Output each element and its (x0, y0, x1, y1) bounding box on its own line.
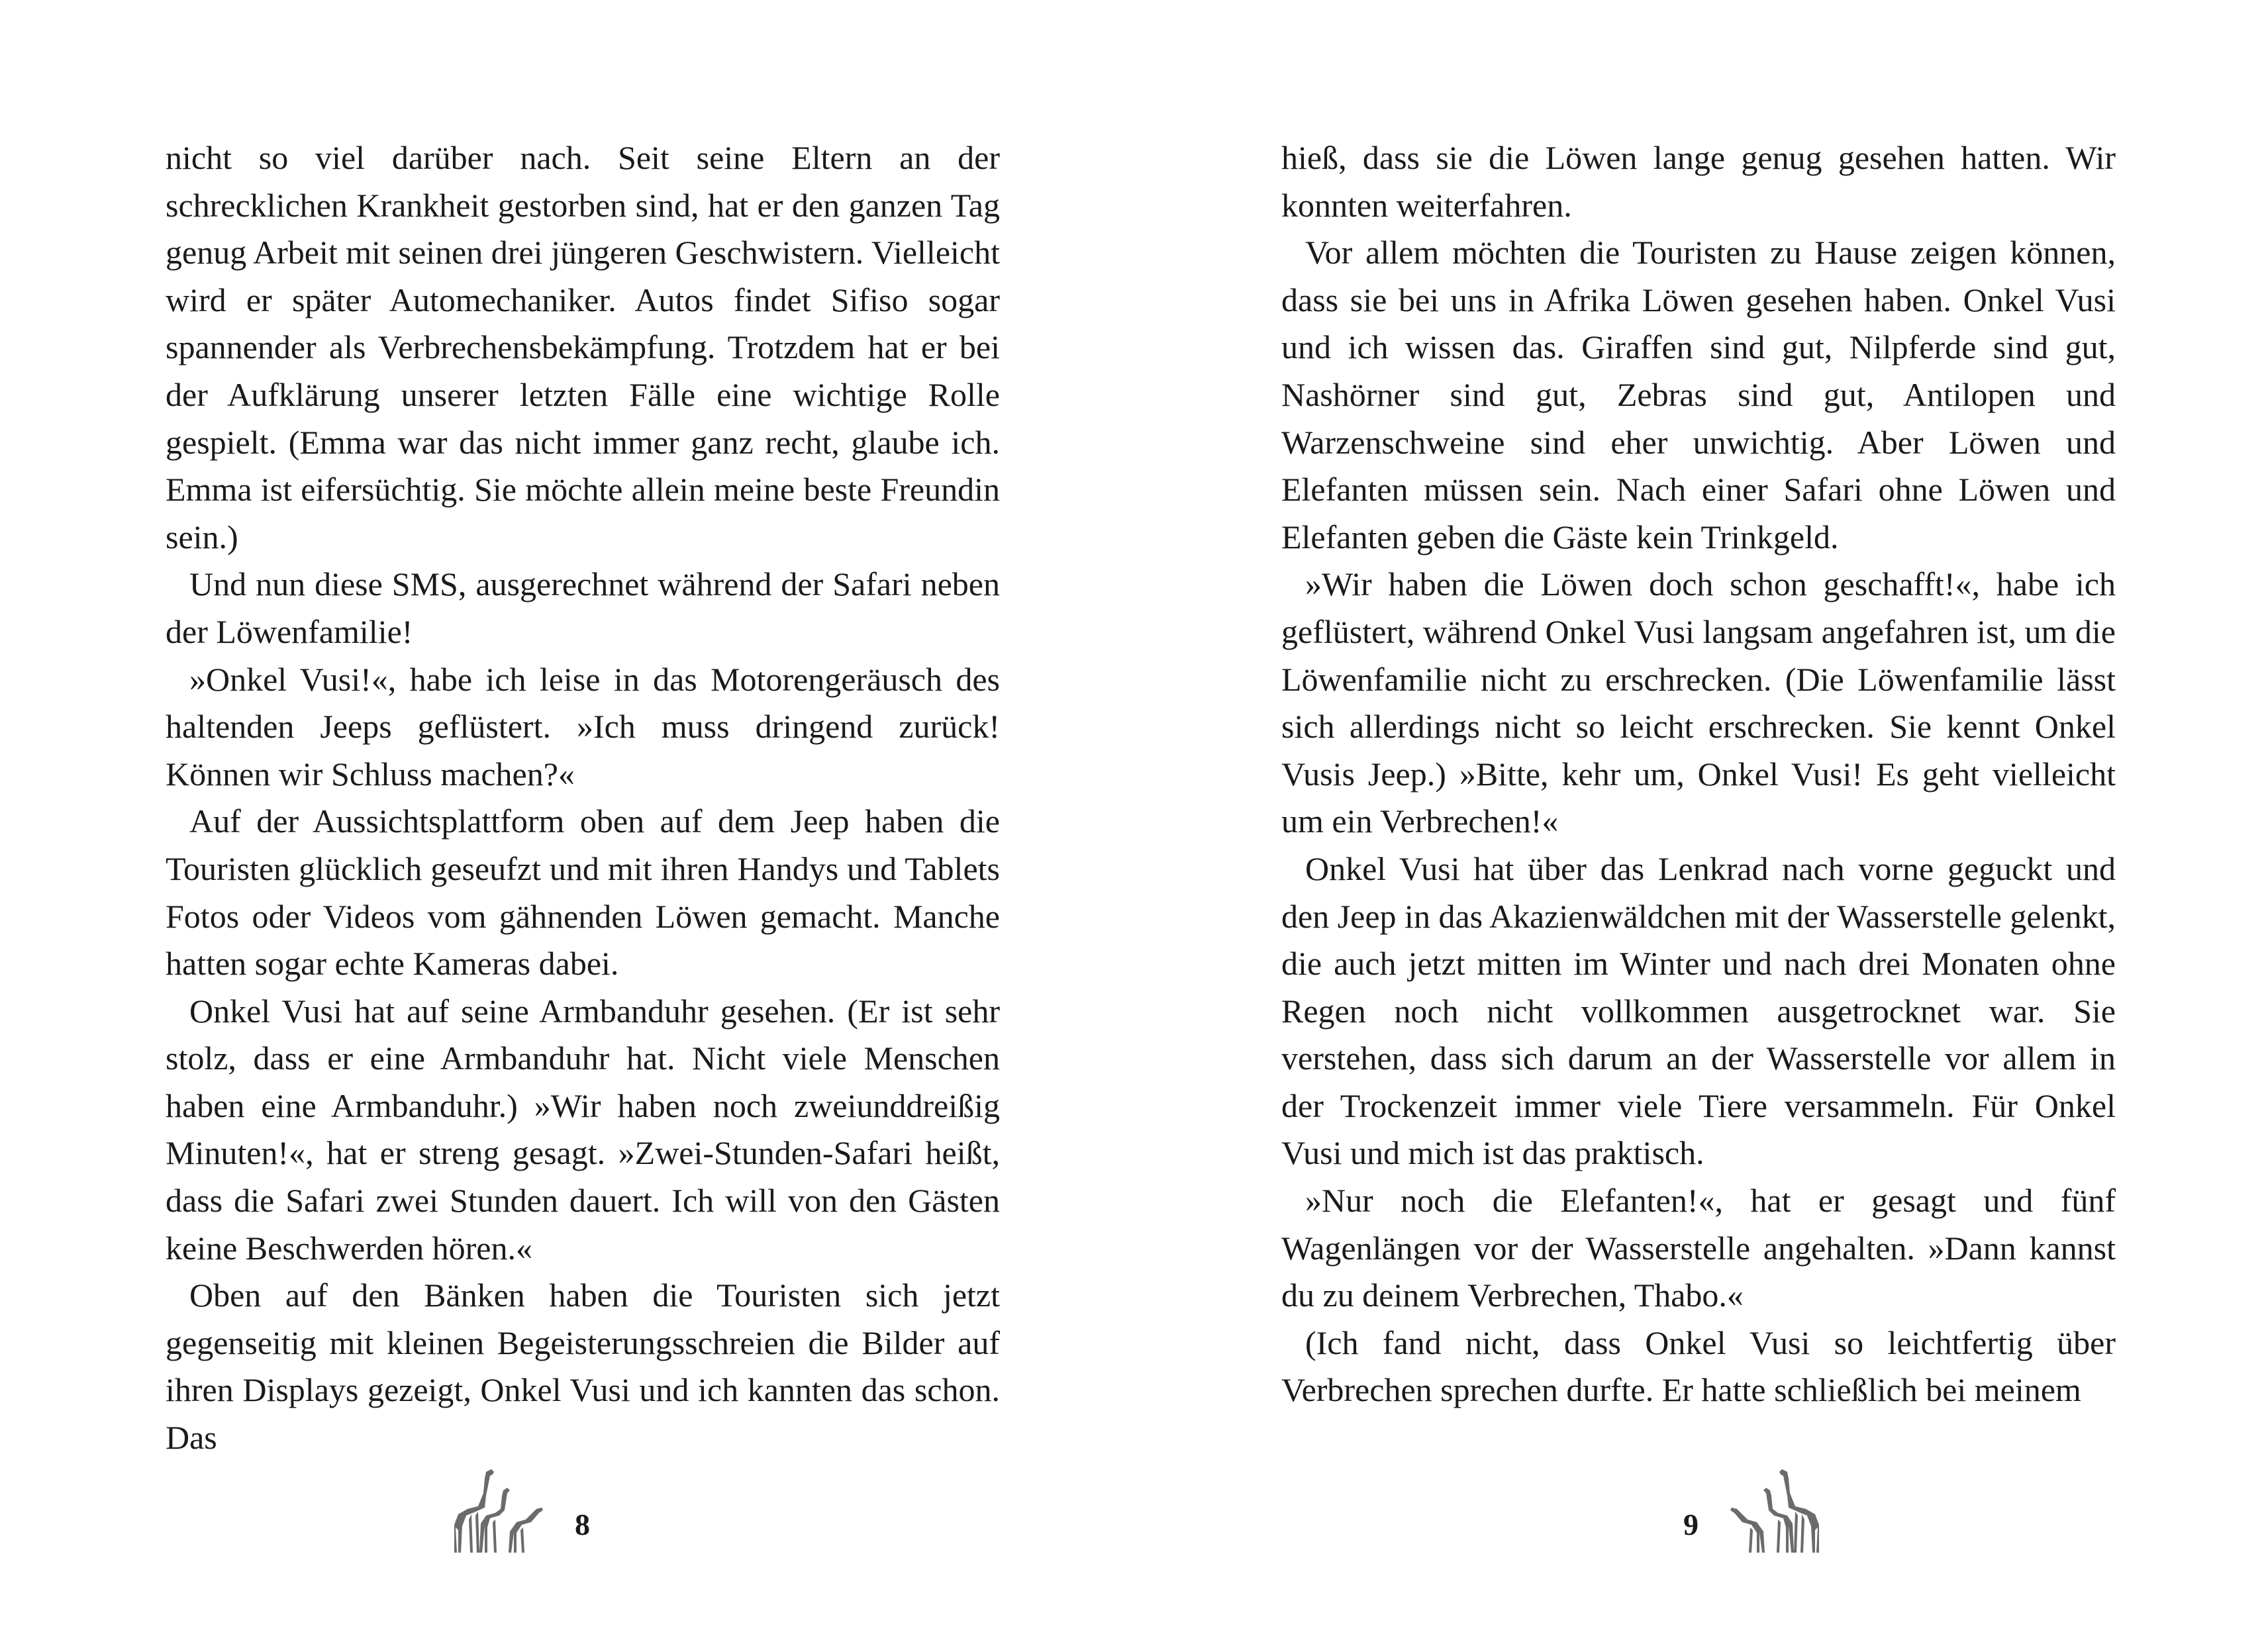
paragraph: Onkel Vusi hat auf seine Armbanduhr gesehen. (Er ist sehr stolz, dass er eine Armbanduhr hat. Nicht viele Menschen haben eine Armbanduhr.) »Wir haben noch zweiunddreißig Minuten!«, hat er streng gesagt. »Zwei-Stunden-Safari heißt, dass die Safari zwei Stunden dauert. Ich will von den Gästen keine Beschwerden hören.« (166, 992, 1000, 1267)
paragraph: nicht so viel darüber nach. Seit seine Eltern an der schrecklichen Krankheit gestorben sind, hat er den ganzen Tag genug Arbeit mit seinen drei jüngeren Geschwistern. Vielleicht wird er später Automechaniker. Autos findet Sifiso sogar spannender als Verbrechensbekämpfung. Trotzdem hat er bei der Aufklärung unserer letzten Fälle eine wichtige Rolle gespielt. (Emma war das nicht immer ganz recht, glaube ich. Emma ist eifersüchtig. Sie möchte allein meine beste Freundin sein.) (166, 139, 1000, 555)
paragraph: Oben auf den Bänken haben die Touristen sich jetzt gegenseitig mit kleinen Begeisterungsschreien die Bilder auf ihren Displays gezeigt, Onkel Vusi und ich kannten das schon. Das (166, 1277, 1000, 1457)
right-folio (1683, 1450, 1822, 1556)
left-folio (452, 1450, 590, 1556)
right-page-text (1281, 134, 2116, 1414)
paragraph: Und nun diese SMS, ausgerechnet während der Safari neben der Löwenfamilie! (166, 565, 1000, 650)
paragraph: Onkel Vusi hat über das Lenkrad nach vorne geguckt und den Jeep in das Akazienwäldchen mit der Wasserstelle gelenkt, die auch jetzt mitten im Winter und nach drei Monaten ohne Regen noch nicht vollkommen ausgetrocknet war. Sie verstehen, dass sich darum an der Wasserstelle vor allem in der Trockenzeit immer viele Tiere versammeln. Für Onkel Vusi und mich ist das praktisch. (1281, 849, 2116, 1172)
left-page-text (166, 134, 1000, 1462)
paragraph: Auf der Aussichtsplattform oben auf dem Jeep haben die Touristen glücklich geseufzt und mit ihren Handys und Tablets Fotos oder Videos vom gähnenden Löwen gemacht. Manche hatten sogar echte Kameras dabei. (166, 802, 1000, 983)
paragraph: hieß, dass sie die Löwen lange genug gesehen hatten. Wir konnten weiterfahren. (1281, 139, 2116, 224)
paragraph: Vor allem möchten die Touristen zu Hause zeigen können, dass sie bei uns in Afrika Löwen gesehen haben. Onkel Vusi und ich wissen das. Giraffen sind gut, Nilpferde sind gut, Nashörner sind gut, Zebras sind gut, Antilopen und Warzenschweine sind eher unwichtig. Aber Löwen und Elefanten müssen sein. Nach einer Safari ohne Löwen und Elefanten geben die Gäste kein Trinkgeld. (1281, 234, 2116, 555)
paragraph: (Ich fand nicht, dass Onkel Vusi so leichtfertig über Verbrechen sprechen durfte. Er hatte schließlich bei meinem (1281, 1324, 2116, 1409)
page-number: 8 (575, 1508, 590, 1541)
page-number: 9 (1683, 1508, 1699, 1541)
giraffe-icon (452, 1467, 551, 1556)
right-page (1134, 0, 2268, 1642)
giraffe-icon (1722, 1467, 1822, 1556)
paragraph: »Wir haben die Löwen doch schon geschafft!«, habe ich geflüstert, während Onkel Vusi langsam angefahren ist, um die Löwenfamilie nicht zu erschrecken. (Die Löwenfamilie lässt sich allerdings nicht so leicht erschrecken. Sie kennt Onkel Vusis Jeep.) »Bitte, kehr um, Onkel Vusi! Es geht vielleicht um ein Verbrechen!« (1281, 565, 2116, 840)
paragraph: »Onkel Vusi!«, habe ich leise in das Motorengeräusch des haltenden Jeeps geflüstert. »Ich muss dringend zurück! Können wir Schluss machen?« (166, 660, 1000, 793)
paragraph: »Nur noch die Elefanten!«, hat er gesagt und fünf Wagenlängen vor der Wasserstelle angehalten. »Dann kannst du zu deinem Verbrechen, Thabo.« (1281, 1182, 2116, 1314)
